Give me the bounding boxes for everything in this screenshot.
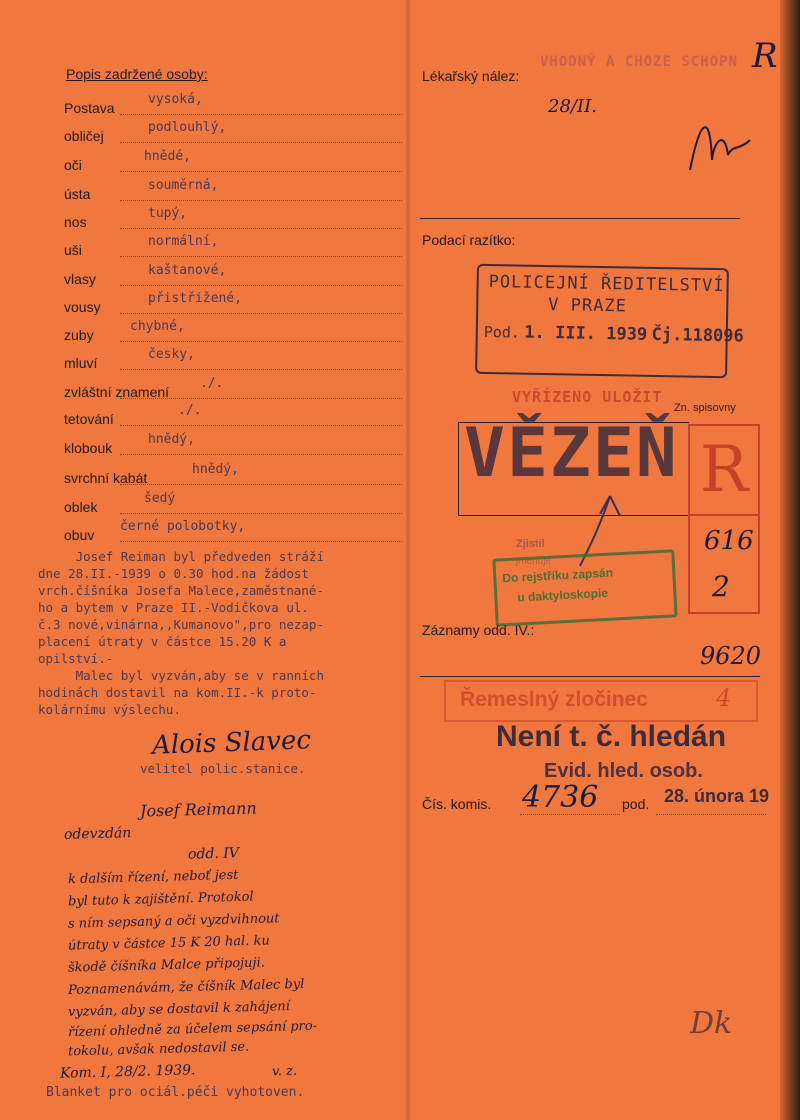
bottom-initials: Dk [690,1006,733,1041]
field-value: vysoká, [148,92,203,107]
faint-zjistil: Zjistil [516,538,545,550]
field-dotted-line [120,369,402,370]
zn-spisovny-label: Zn. spisovny [674,402,736,414]
field-label: Postava [64,100,115,116]
field-label: oči [64,157,82,173]
field-value: šedý [144,491,176,506]
field-dotted-line [120,425,402,426]
field-label: vousy [64,299,101,315]
zaznamy-label: Záznamy odd. IV.: [422,622,535,638]
field-label: tetování [64,411,114,427]
field-dotted-line [120,200,402,201]
remeslny-stamp: Řemeslný zločinec 4 [444,680,758,722]
podaci-label: Podací razítko: [422,232,516,248]
green-stamp: Do rejstříku zapsán u daktyloskopie [492,549,677,626]
r-box-value-1: 616 [704,526,754,556]
field-label: mluví [64,355,98,371]
handwritten-line: řízení ohledně za účelem sepsání pro- [67,1018,318,1041]
field-dotted-line [120,484,402,485]
medical-note: 28/II. [548,96,597,117]
typed-line: č.3 nové,vinárna,,Kumanovo",pro nezap- [38,617,324,632]
pod-label: pod. [622,796,650,812]
faint-jmenuje: jmenuje [516,556,552,567]
field-label: nos [64,214,87,230]
zaznamy-divider [420,676,760,677]
page-edge [780,0,800,1120]
field-value: ./. [178,403,202,418]
description-title: Popis zadržené osoby: [66,66,208,82]
medical-scribble [680,100,760,180]
field-label: klobouk [64,440,113,456]
police-stamp: POLICEJNÍ ŘEDITELSTVÍ V PRAZE Pod. 1. III. 1939 Čj.118096 [475,264,729,378]
field-value: černé polobotky, [120,519,246,534]
pod-line [656,814,766,815]
field-label: ústa [64,186,91,202]
field-label: obuv [64,527,95,543]
r-box-value-2: 2 [712,570,730,603]
cis-komis-value: 4736 [522,780,599,815]
officer-title: velitel polic.stanice. [140,761,306,776]
handwritten-line: škodě číšníka Malce připojuji. [67,955,265,976]
field-value: hnědý, [148,432,195,447]
handwritten-line: Poznamenávám, že číšník Malec byl [67,976,305,999]
handwritten-line: tokolu, avšak nedostavil se. [67,1039,250,1060]
vezen-stamp: VĚZEŇ [464,414,679,493]
medical-divider [420,218,740,219]
field-label: vlasy [64,271,96,287]
typed-line: opilství.- [38,651,114,666]
handwritten-line: vyzván, aby se dostavil k zahájení [67,999,291,1020]
pod-value: 28. února 19 [664,786,770,806]
red-stamp-uloziti: VYŘÍZENO ULOŽIT [512,388,663,406]
cis-komis-label: Čís. komis. [422,796,492,812]
field-label: obličej [64,128,104,144]
handwritten-line: odd. IV [187,845,240,863]
field-value: podlouhlý, [148,120,227,135]
medical-label: Lékařský nález: [422,68,520,84]
typed-line: ho a bytem v Praze II.-Vodičkova ul. [38,600,309,615]
handwritten-line: v. z. [271,1063,298,1080]
typed-line: vrch.číšníka Josefa Malece,zaměstnané- [38,583,324,598]
typed-line: Malec byl vyzván,aby se v ranních [38,668,324,683]
handwritten-line: odevzdán [63,825,132,843]
field-dotted-line [120,228,402,229]
neni-hledan-stamp: Není t. č. hledán [496,720,727,753]
field-label: zuby [64,327,94,343]
field-value: přistřižené, [148,291,242,306]
typed-line: hodinách dostavil na kom.II.-k proto- [38,685,317,700]
field-value: kaštanové, [148,263,227,278]
field-dotted-line [120,541,402,542]
field-dotted-line [120,285,402,286]
field-dotted-line [120,142,402,143]
center-fold [405,0,411,1120]
field-value: hnědé, [144,149,191,164]
evid-stamp: Evid. hled. osob. [544,760,703,782]
field-dotted-line [120,454,402,455]
handwritten-line: Josef Reimann [139,798,257,821]
field-value: česky, [148,347,195,362]
field-value: normální, [148,234,219,249]
field-dotted-line [120,313,402,314]
field-value: chybné, [130,319,185,334]
typed-line: placení útraty v částce 15.20 K a [38,634,287,649]
typed-line: Josef Reiman byl předveden stráží [38,549,324,564]
handwritten-line: byl tuto k zajištění. Protokol [67,889,254,910]
field-value: ./. [200,376,224,391]
zaznamy-code: 9620 [700,642,762,670]
cis-komis-line [520,814,620,815]
corner-mark: R [752,36,778,76]
medical-stamp-faint: VHODNÝ A CHOZE SCHOPN [540,54,739,70]
field-dotted-line [120,513,402,514]
handwritten-line: Kom. I, 28/2. 1939. [59,1062,196,1082]
officer-signature: Alois Slavec [151,725,312,761]
field-label: oblek [64,499,98,515]
r-box: R [688,424,760,614]
typed-line: dne 28.II.-1939 o 0.30 hod.na žádost [38,566,309,581]
field-label: uši [64,242,82,258]
field-value: tupý, [148,206,188,221]
field-label: zvláštní znamení [64,384,170,400]
field-dotted-line [120,114,402,115]
field-dotted-line [120,256,402,257]
field-value: hnědý, [192,462,239,477]
field-value: souměrná, [148,178,219,193]
field-label: svrchní kabát [64,470,148,486]
handwritten-line: k dalším řízení, neboť jest [67,867,239,888]
footer-note: Blanket pro ociál.péči vyhotoven. [46,1085,305,1100]
typed-line: kolárnímu výslechu. [38,702,181,717]
field-dotted-line [120,171,402,172]
handwritten-line: útraty v částce 15 K 20 hal. ku [67,933,270,954]
field-dotted-line [120,398,402,399]
handwritten-line: s ním sepsaný a oči vyzdvihnout [67,911,280,932]
field-dotted-line [120,341,402,342]
